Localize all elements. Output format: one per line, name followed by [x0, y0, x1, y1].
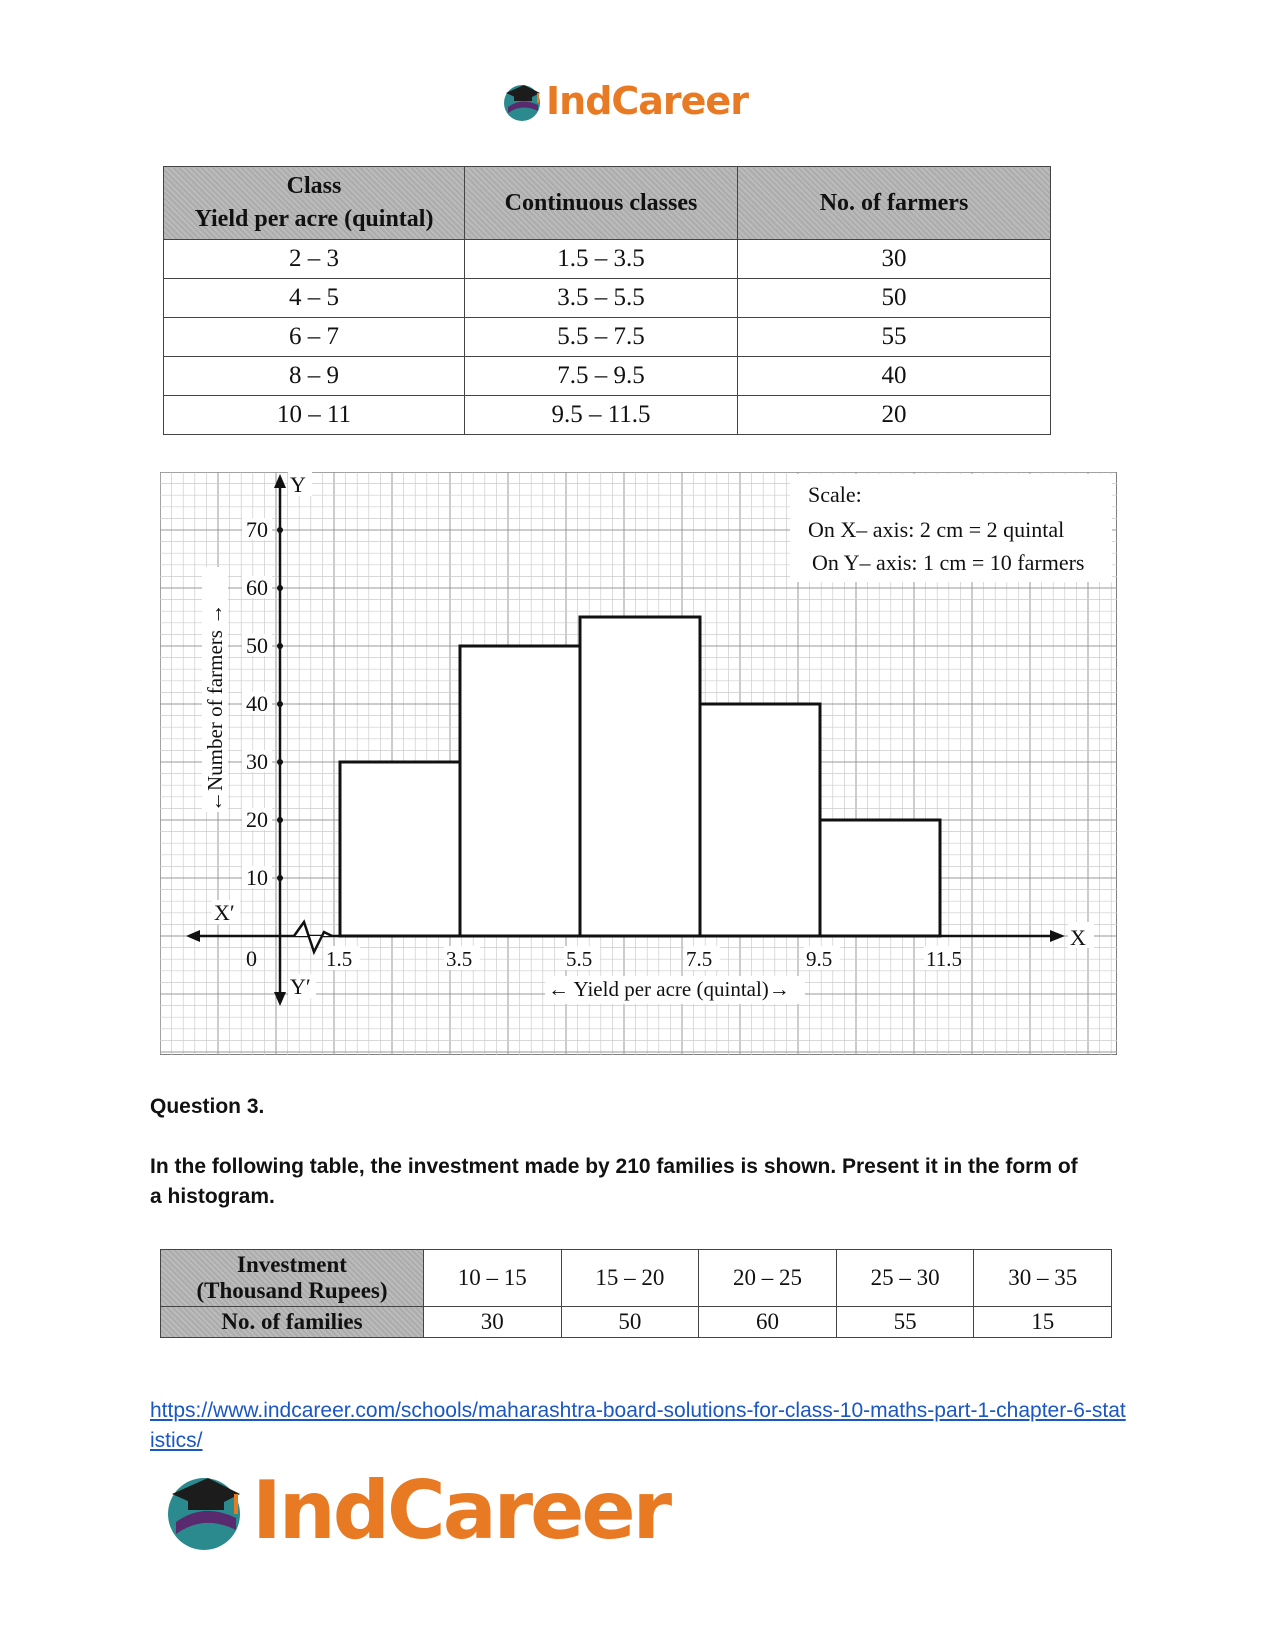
- investment-table: [160, 1249, 1112, 1338]
- x-tick-label: 11.5: [926, 947, 962, 971]
- indcareer-logo-top: [500, 78, 748, 124]
- y-tick-label: 10: [246, 865, 268, 890]
- table-row: [164, 279, 1051, 318]
- histogram-bar: [340, 762, 460, 936]
- y-tick-label: 40: [246, 691, 268, 716]
- y-neg-letter: Y′: [290, 974, 311, 999]
- scale-title: Scale:: [808, 482, 862, 507]
- indcareer-logo-bottom: [160, 1465, 669, 1555]
- x-tick-label: 5.5: [566, 947, 593, 971]
- source-link[interactable]: https://www.indcareer.com/schools/maharashtra-board-solutions-for-class-10-maths-part-1-chapter-6-statistics/: [150, 1399, 1126, 1452]
- cell-class: 8 – 9: [164, 357, 465, 396]
- cell-class: 15 – 20: [561, 1250, 699, 1307]
- y-tick: [277, 643, 283, 649]
- table-row: [164, 240, 1051, 279]
- y-tick-label: 30: [246, 749, 268, 774]
- question-text: In the following table, the investment made by 210 families is shown. Present it in the form of a histogram.: [150, 1155, 1078, 1208]
- header-continuous-classes: Continuous classes: [465, 167, 738, 240]
- header-class: Class Yield per acre (quintal): [164, 167, 465, 240]
- origin-label: 0: [246, 946, 257, 971]
- x-tick-label: 3.5: [446, 947, 473, 971]
- x-axis-title: ← Yield per acre (quintal)→: [548, 977, 790, 1001]
- logo-text: IndCareer: [546, 79, 748, 123]
- histogram-bar: [460, 646, 580, 936]
- cell-continuous: 5.5 – 7.5: [465, 318, 738, 357]
- header-farmers: No. of farmers: [738, 167, 1051, 240]
- y-tick-label: 70: [246, 517, 268, 542]
- table-row: [164, 318, 1051, 357]
- cell-farmers: 50: [738, 279, 1051, 318]
- table-header-row: [164, 167, 1051, 240]
- cell-class: 10 – 15: [424, 1250, 562, 1307]
- cell-families: 15: [974, 1307, 1112, 1338]
- y-tick-label: 20: [246, 807, 268, 832]
- x-tick-label: 1.5: [326, 947, 353, 971]
- table-row: [164, 357, 1051, 396]
- y-tick: [277, 585, 283, 591]
- x-neg-letter: X′: [214, 900, 235, 925]
- x-tick-label: 7.5: [686, 947, 713, 971]
- y-tick: [277, 875, 283, 881]
- y-tick: [277, 527, 283, 533]
- y-axis-title: ←Number of farmers →: [203, 603, 227, 812]
- histogram-bar: [580, 617, 700, 936]
- y-tick: [277, 701, 283, 707]
- scale-x: On X– axis: 2 cm = 2 quintal: [808, 517, 1065, 542]
- cell-families: 50: [561, 1307, 699, 1338]
- cell-class: 6 – 7: [164, 318, 465, 357]
- histogram-chart: [160, 472, 1117, 1055]
- histogram-bar: [700, 704, 820, 936]
- yield-table: [163, 166, 1051, 435]
- cell-continuous: 9.5 – 11.5: [465, 396, 738, 435]
- graduation-globe-icon: [160, 1466, 248, 1554]
- y-tick-label: 60: [246, 575, 268, 600]
- cell-families: 60: [699, 1307, 837, 1338]
- cell-class: 2 – 3: [164, 240, 465, 279]
- logo-text: IndCareer: [252, 1463, 670, 1557]
- scale-y: On Y– axis: 1 cm = 10 farmers: [812, 550, 1085, 575]
- cell-farmers: 30: [738, 240, 1051, 279]
- cell-class: 4 – 5: [164, 279, 465, 318]
- graduation-globe-icon: [500, 79, 544, 123]
- y-axis-letter: Y: [290, 472, 306, 497]
- header-families: No. of families: [161, 1307, 424, 1338]
- table-row: [161, 1307, 1112, 1338]
- cell-class: 10 – 11: [164, 396, 465, 435]
- cell-farmers: 40: [738, 357, 1051, 396]
- y-tick: [277, 759, 283, 765]
- header-investment: Investment (Thousand Rupees): [161, 1250, 424, 1307]
- cell-farmers: 20: [738, 396, 1051, 435]
- histogram-svg: [160, 472, 1117, 1055]
- cell-families: 55: [836, 1307, 974, 1338]
- table-row: [161, 1250, 1112, 1307]
- x-axis-letter: X: [1070, 925, 1086, 950]
- question-title: Question 3.: [150, 1095, 265, 1118]
- cell-class: 20 – 25: [699, 1250, 837, 1307]
- cell-class: 25 – 30: [836, 1250, 974, 1307]
- cell-continuous: 7.5 – 9.5: [465, 357, 738, 396]
- cell-continuous: 1.5 – 3.5: [465, 240, 738, 279]
- cell-farmers: 55: [738, 318, 1051, 357]
- y-tick: [277, 817, 283, 823]
- table-row: [164, 396, 1051, 435]
- y-tick-label: 50: [246, 633, 268, 658]
- cell-continuous: 3.5 – 5.5: [465, 279, 738, 318]
- cell-class: 30 – 35: [974, 1250, 1112, 1307]
- x-tick-label: 9.5: [806, 947, 833, 971]
- histogram-bar: [820, 820, 940, 936]
- cell-families: 30: [424, 1307, 562, 1338]
